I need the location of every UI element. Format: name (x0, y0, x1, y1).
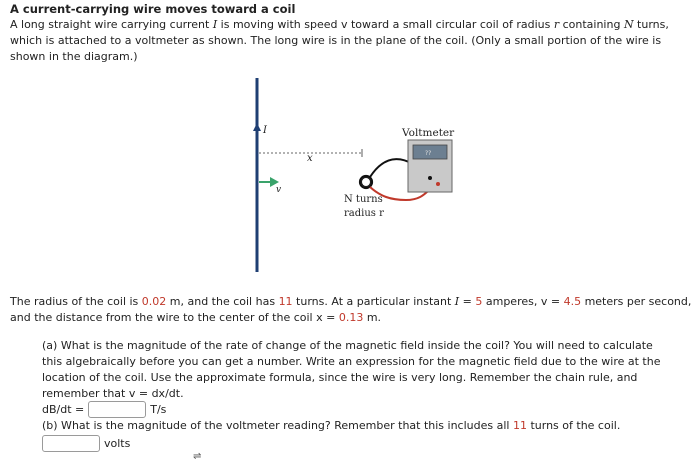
question-b-text (42, 419, 620, 432)
problem-intro (10, 17, 690, 65)
problem-title: A current-carrying wire moves toward a coil (10, 2, 296, 16)
answer-b-unit: volts (104, 437, 131, 450)
voltmeter-display-text: ?? (425, 150, 432, 157)
symbol-radius: r (553, 18, 560, 31)
intro-text: turns, which is attached to a voltmeter as shown. The long wire is in the plane of the coil. (Only a small portion of the wire is shown in the diagram.) (10, 18, 669, 63)
symbol-turns: N (623, 18, 634, 31)
answer-b-row (42, 435, 130, 452)
symbol-current: I (212, 18, 218, 31)
current-arrow (253, 123, 261, 131)
label-distance: x (307, 153, 313, 164)
voltmeter-reading-input[interactable] (42, 435, 100, 452)
intro-text: A long straight wire carrying current (10, 18, 213, 31)
param-text: meters per second, and the distance from the wire to the center of the coil x = (10, 295, 692, 324)
param-text: The radius of the coil is (10, 295, 142, 308)
coil-radius-value: 0.02 (141, 295, 167, 308)
param-text: = (459, 295, 476, 308)
wire-coil-diagram (230, 74, 490, 280)
speed-value: 4.5 (563, 295, 582, 308)
problem-parameters (10, 294, 692, 326)
param-text: m, and the coil has (166, 295, 279, 308)
answer-a-label: dB/dt = (42, 403, 85, 416)
coil-label-turns: N turns (344, 194, 383, 205)
enter-arrows-icon[interactable]: ⇌ (193, 451, 202, 462)
answer-a-unit: T/s (150, 403, 167, 416)
coil-turns-value: 11 (512, 419, 527, 432)
answer-a-row (42, 401, 166, 418)
coil-label-radius: radius r (344, 208, 384, 219)
voltmeter-label: Voltmeter (402, 127, 455, 139)
symbol-current: I (454, 295, 460, 308)
coil-turns-value: 11 (278, 295, 293, 308)
label-velocity: v (276, 185, 282, 195)
coil-loop (362, 178, 371, 187)
param-text: m. (363, 311, 382, 324)
label-current: I (263, 125, 267, 136)
question-a-text: (a) What is the magnitude of the rate of change of the magnetic field inside the coil? You will need to calculate this algebraically before you can get a number. Write an expression for the magnetic field due to the wire at the location of the coil. Use the approximate formula, since the wire is very long. Remember the chain rule, and remember that v = dx/dt. (42, 339, 661, 400)
param-text: turns. At a particular instant (292, 295, 455, 308)
param-text: amperes, v = (482, 295, 564, 308)
voltmeter-terminal (436, 182, 440, 186)
question-b-part: (b) What is the magnitude of the voltmeter reading? Remember that this includes all (42, 419, 513, 432)
intro-text: containing (559, 18, 624, 31)
question-b-part: turns of the coil. (526, 419, 621, 432)
intro-text: is moving with speed v toward a small circular coil of radius (217, 18, 554, 31)
distance-value: 0.13 (338, 311, 364, 324)
voltmeter-terminal (428, 176, 432, 180)
current-value: 5 (475, 295, 483, 308)
dbdt-input[interactable] (88, 401, 146, 418)
